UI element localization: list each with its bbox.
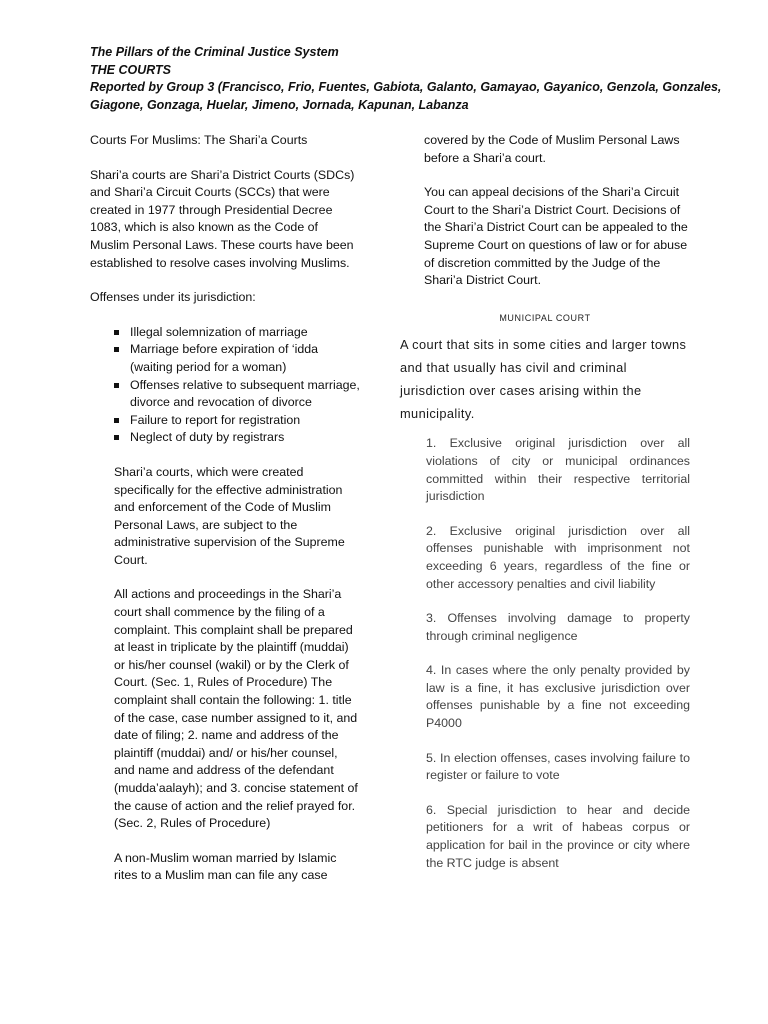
reporter-line: Reported by Group 3 (Francisco, Frio, Fuentes, Gabiota, Galanto, Gamayao, Gayanico, Genzola, Gonzales, Giagone, Gonzaga, Huelar, Jimeno, Jornada, Kapunan, Labanza <box>90 80 722 112</box>
list-item: Marriage before expiration of ‘idda (waiting period for a woman) <box>114 341 360 376</box>
municipal-court-heading: MUNICIPAL COURT <box>499 312 591 323</box>
list-item: 3. Offenses involving damage to property through criminal negligence <box>426 611 690 643</box>
list-item: Failure to report for registration <box>114 412 360 430</box>
document-subtitle: THE COURTS <box>90 62 172 77</box>
appeal-paragraph: You can appeal decisions of the Shari’a Circuit Court to the Shari’a District Court. Decisions of the Shari’a District Court can be appealed to the Supreme Court on questions of law or for abuse of discretion committed by the Judge of the Shari’a District Court. <box>424 185 688 288</box>
non-muslim-paragraph: A non-Muslim woman married by Islamic rites to a Muslim man can file any case <box>114 850 337 883</box>
procedure-paragraph: All actions and proceedings in the Shari’a court shall commence by the filing of a complaint. This complaint shall be prepared at least in triplicate by the plaintiff (muddai) or his/her counsel (wakil) or by the Clerk of Court. (Sec. 1, Rules of Procedure) The complaint shall contain the following: 1. title of the case, case number assigned to it, and date of filing; 2. name and address of the plaintiff (muddai) and/ or his/her counsel, and name and address of the defendant (mudda’aalayh); and 3. concise statement of the cause of action and the relief prayed for. (Sec. 2, Rules of Procedure) <box>114 587 358 831</box>
list-item: 1. Exclusive original jurisdiction over all violations of city or municipal ordinances committed within their respective territorial jurisdiction <box>426 436 690 504</box>
list-item: 2. Exclusive original jurisdiction over all offenses punishable with imprisonment not exceeding 6 years, regardless of the fine or other accessory penalties and civil liability <box>426 523 690 591</box>
list-item: Neglect of duty by registrars <box>114 429 360 447</box>
document-header <box>90 44 730 114</box>
list-item: Offenses relative to subsequent marriage, divorce and revocation of divorce <box>114 377 360 412</box>
offenses-heading: Offenses under its jurisdiction: <box>90 290 256 305</box>
list-item: 6. Special jurisdiction to hear and decide petitioners for a writ of habeas corpus or application for bail in the province or city where the RTC judge is absent <box>426 802 690 870</box>
municipal-court-definition: A court that sits in some cities and larger towns and that usually has civil and criminal jurisdiction over cases arising within the municipality. <box>400 337 687 422</box>
list-item: Illegal solemnization of marriage <box>114 324 360 342</box>
list-item: 4. In cases where the only penalty provided by law is a fine, it has exclusive jurisdiction over offenses punishable by a fine not exceeding P4000 <box>426 663 690 731</box>
offenses-list <box>90 324 360 447</box>
jurisdiction-list <box>400 435 690 872</box>
sharia-intro-paragraph: Shari’a courts are Shari’a District Courts (SDCs) and Shari’a Circuit Courts (SCCs) that were created in 1977 through Presidential Decree 1083, which is also known as the Code of Muslim Personal Laws. These courts have been established to resolve cases involving Muslims. <box>90 167 355 270</box>
continued-paragraph: covered by the Code of Muslim Personal Laws before a Shari’a court. <box>424 133 680 165</box>
right-column <box>400 132 690 889</box>
left-column <box>90 132 360 885</box>
section-heading-sharia: Courts For Muslims: The Shari’a Courts <box>90 133 308 147</box>
supervision-paragraph: Shari’a courts, which were created specifically for the effective administration and enforcement of the Code of Muslim Personal Laws, are subject to the administrative supervision of the Supreme Court. <box>114 464 345 567</box>
list-item: 5. In election offenses, cases involving failure to register or failure to vote <box>426 750 690 783</box>
document-title: The Pillars of the Criminal Justice System <box>90 45 339 59</box>
